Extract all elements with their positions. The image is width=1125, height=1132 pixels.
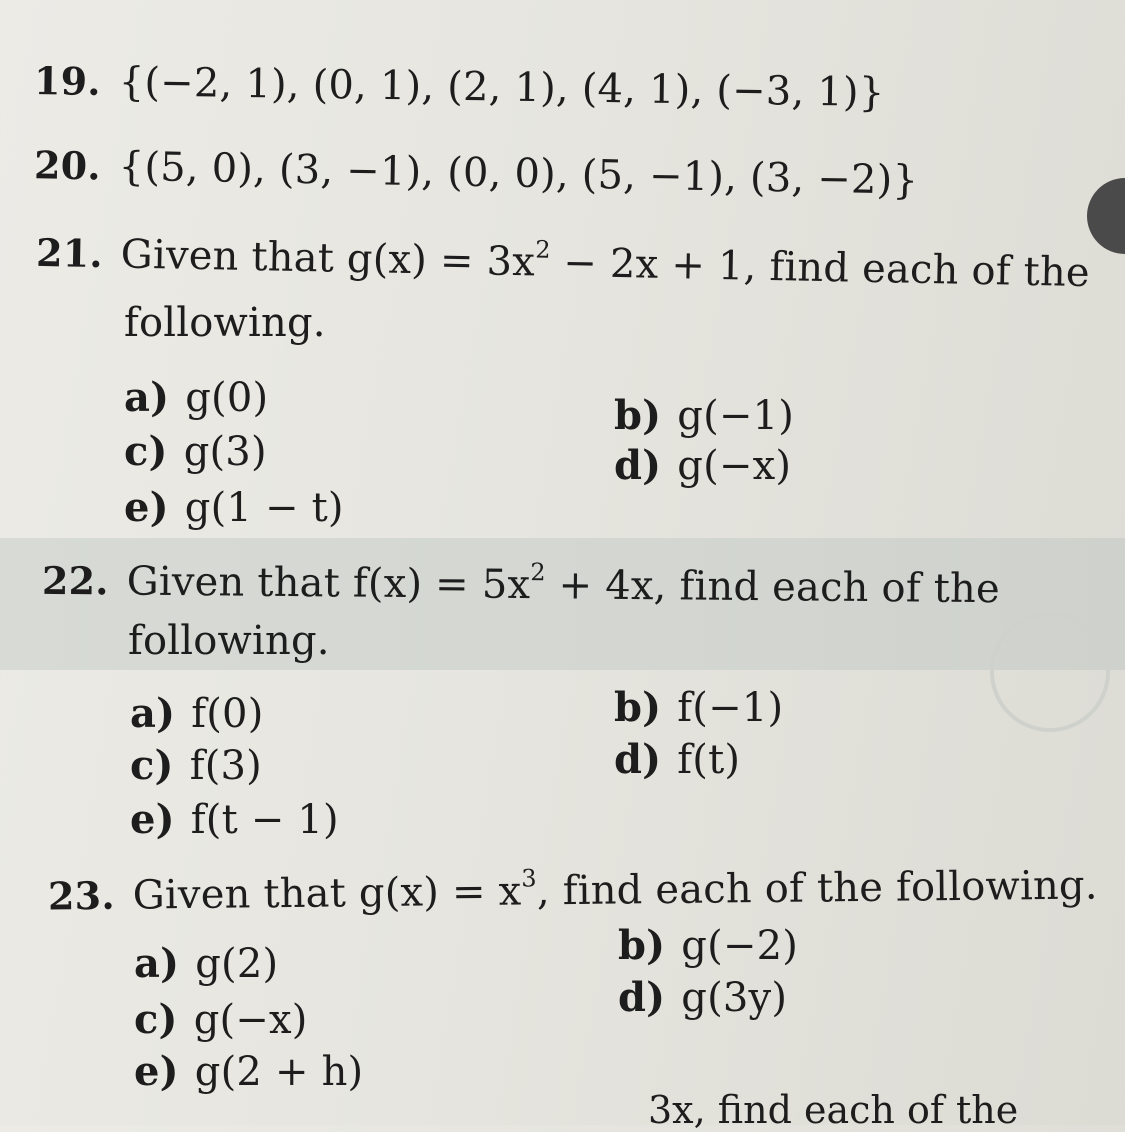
intro-text-b: + 4x, find each of the	[545, 562, 1001, 613]
problem-21-part-d	[614, 442, 791, 489]
part-text: g(−x)	[193, 997, 308, 1043]
part-label: b)	[618, 922, 666, 969]
intro-text-b: , find each of the following.	[536, 862, 1098, 915]
problem-22-intro-line2: following.	[128, 618, 330, 664]
problem-22-part-c	[130, 742, 262, 789]
part-text: f(0)	[191, 691, 264, 737]
part-text: f(t − 1)	[190, 797, 339, 843]
problem-22-part-d	[614, 736, 740, 783]
set-expression: {(5, 0), (3, −1), (0, 0), (5, −1), (3, −2)}	[118, 143, 919, 204]
problem-22-part-b	[614, 684, 783, 731]
exponent: 3	[521, 864, 537, 893]
part-label: d)	[614, 736, 662, 783]
problem-21-part-c	[124, 428, 267, 475]
problem-number: 20.	[33, 142, 102, 189]
problem-24-partial: 3x, find each of the	[648, 1088, 1019, 1132]
problem-22-part-e	[130, 796, 339, 843]
part-label: c)	[124, 428, 168, 475]
intro-text-a: Given that g(x) = 3x	[120, 231, 536, 286]
part-text: g(3y)	[681, 975, 788, 1021]
part-text: g(0)	[185, 375, 269, 421]
part-label: b)	[614, 684, 662, 731]
problem-23-part-c	[134, 996, 308, 1043]
problem-20	[34, 142, 919, 203]
set-expression: {(−2, 1), (0, 1), (2, 1), (4, 1), (−3, 1)}	[118, 59, 885, 116]
part-label: e)	[130, 796, 175, 843]
part-label: b)	[614, 392, 662, 439]
part-text: f(3)	[189, 743, 262, 789]
part-text: g(2)	[195, 941, 279, 987]
problem-23-part-b	[618, 922, 798, 969]
part-text: g(2 + h)	[194, 1049, 364, 1095]
part-label: a)	[124, 374, 170, 421]
problem-number: 19.	[33, 58, 102, 104]
show-through-arrow	[990, 612, 1110, 732]
problem-21-part-a	[124, 374, 268, 421]
part-label: a)	[134, 940, 180, 987]
part-label: d)	[618, 974, 666, 1021]
exponent: 2	[530, 558, 546, 587]
part-text: f(−1)	[677, 685, 784, 731]
problem-number: 22.	[41, 557, 109, 604]
intro-text-a: Given that g(x) = x	[132, 868, 522, 919]
part-label: d)	[614, 442, 662, 489]
part-text: f(t)	[677, 737, 741, 783]
intro-text-b: − 2x + 1, find each of the	[550, 239, 1091, 297]
part-label: c)	[130, 742, 174, 789]
problem-22-part-a	[130, 690, 264, 737]
problem-23-part-e	[134, 1048, 363, 1095]
problem-number: 21.	[35, 229, 104, 277]
part-label: e)	[134, 1048, 179, 1095]
part-text: g(1 − t)	[184, 485, 344, 531]
problem-21-part-b	[614, 392, 794, 439]
problem-22-intro	[42, 558, 1000, 612]
problem-23-intro	[48, 863, 1098, 920]
binder-hole	[1087, 178, 1125, 254]
exponent: 2	[535, 235, 552, 264]
part-label: c)	[134, 996, 178, 1043]
problem-23-part-d	[618, 974, 787, 1021]
problem-number: 23.	[47, 872, 115, 919]
part-text: g(−2)	[681, 923, 799, 969]
part-text: g(−x)	[677, 443, 792, 489]
part-text: g(−1)	[677, 393, 795, 439]
part-label: a)	[130, 690, 176, 737]
part-text: g(3)	[183, 429, 267, 475]
problem-21-part-e	[124, 484, 344, 531]
intro-text-a: Given that f(x) = 5x	[126, 558, 531, 609]
problem-23-part-a	[134, 940, 278, 987]
problem-21-intro	[36, 230, 1091, 296]
problem-19	[34, 58, 885, 116]
problem-21-intro-line2: following.	[124, 300, 326, 346]
part-label: e)	[124, 484, 169, 531]
